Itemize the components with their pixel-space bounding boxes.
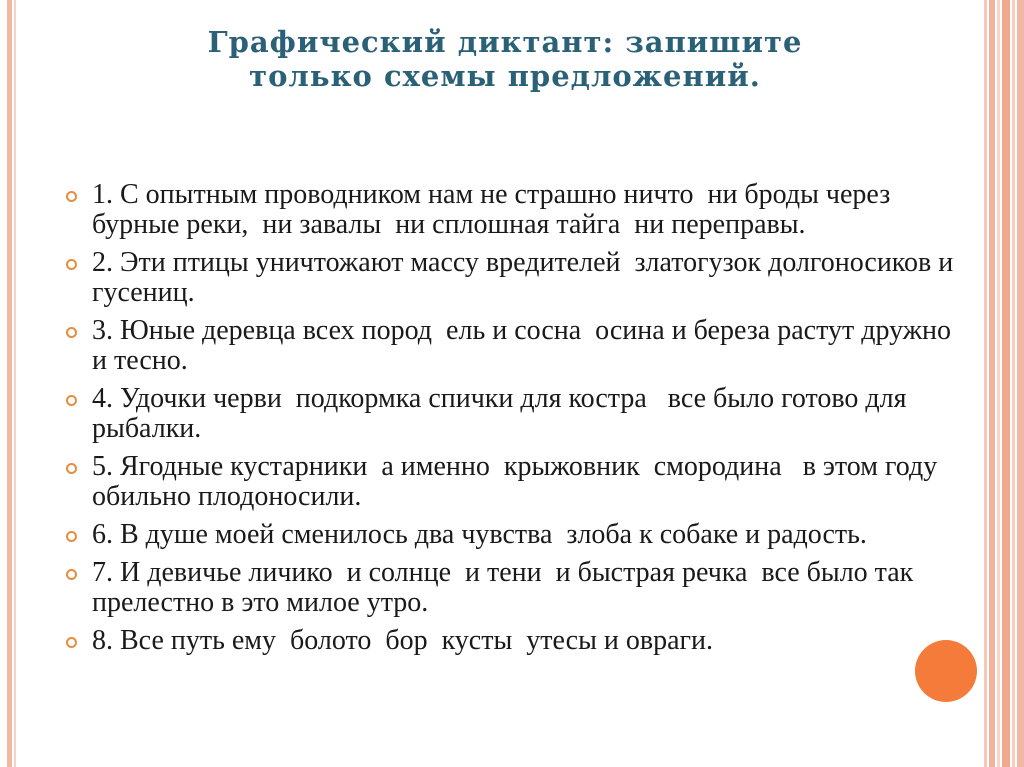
slide-title xyxy=(95,26,915,94)
slide-title-line-2: только схемы предложений. xyxy=(249,58,761,93)
bullet-circle-icon xyxy=(66,191,77,202)
list-item xyxy=(66,180,966,240)
list-item-text: 7. И девичье личико и солнце и тени и быстрая речка все было так прелестно в это милое утро. xyxy=(92,557,921,618)
list-item-text: 6. В душе моей сменилось два чувства злоба к собаке и радость. xyxy=(92,519,867,550)
list-item-text: 4. Удочки черви подкормка спички для костра все было готово для рыбалки. xyxy=(92,383,914,444)
list-item-text: 3. Юные деревца всех пород ель и сосна осина и береза растут дружно и тесно. xyxy=(92,315,959,376)
list-item-text: 1. С опытным проводником нам не страшно ничто ни броды через бурные реки, ни завалы ни сплошная тайга ни переправы. xyxy=(92,179,898,240)
list-item xyxy=(66,452,966,512)
list-item-text: 8. Все путь ему болото бор кусты утесы и овраги. xyxy=(92,625,713,656)
bullet-circle-icon xyxy=(66,531,77,542)
left-border-thin-stripe xyxy=(14,0,16,767)
bullet-circle-icon xyxy=(66,569,77,580)
list-item xyxy=(66,316,966,376)
sentence-list xyxy=(66,180,966,664)
bullet-circle-icon xyxy=(66,259,77,270)
list-item xyxy=(66,384,966,444)
list-item-text: 2. Эти птицы уничтожают массу вредителей златогузок долгоносиков и гусениц. xyxy=(92,247,961,308)
list-item xyxy=(66,520,966,550)
right-decorative-stripes xyxy=(984,0,1024,767)
bullet-circle-icon xyxy=(66,637,77,648)
slide-title-line-1: Графический диктант: запишите xyxy=(207,25,803,59)
bullet-circle-icon xyxy=(66,463,77,474)
list-item xyxy=(66,248,966,308)
list-item xyxy=(66,558,966,618)
bullet-circle-icon xyxy=(66,395,77,406)
bullet-circle-icon xyxy=(66,327,77,338)
list-item-text: 5. Ягодные кустарники а именно крыжовник смородина в этом году обильно плодоносили. xyxy=(92,451,945,512)
list-item xyxy=(66,626,966,656)
decorative-orange-circle xyxy=(915,640,977,702)
left-border-stripe xyxy=(7,0,12,767)
